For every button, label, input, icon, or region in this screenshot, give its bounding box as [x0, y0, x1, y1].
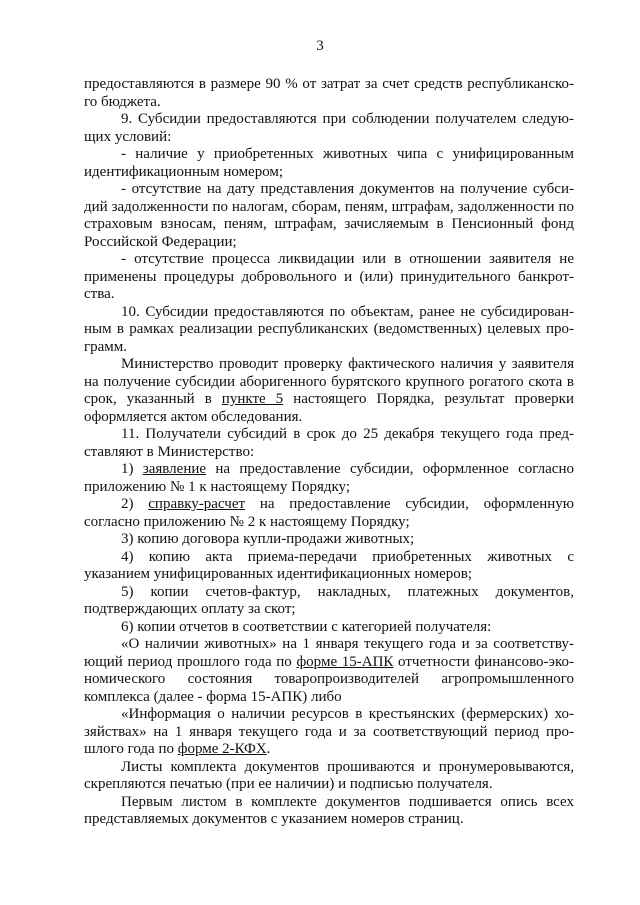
paragraph: [84, 706, 574, 759]
paragraph: - отсутствие на дату представления документов на получение субси-дий задолженности по налогам, сборам, пеням, штрафам, задолженности по страховым взносам, пеням, штрафам, зачисляемым в Пенсионный фонд Российской Федерации;: [84, 181, 574, 250]
paragraph-text: 1): [121, 461, 143, 477]
paragraph-text: .: [266, 741, 271, 757]
paragraph-text: на предоставление субсидии, оформленную согласно приложению № 2 к настоящему Порядку;: [84, 496, 574, 530]
page-number: 3: [316, 38, 324, 54]
paragraph: 5) копии счетов-фактур, накладных, платежных документов, подтверждающих оплату за скот;: [84, 583, 574, 617]
paragraph: 6) копии отчетов в соответствии с категорией получателя:: [121, 618, 492, 635]
paragraph: 4) копию акта приема-передачи приобретенных животных с указанием унифицированных идентификационных номеров;: [84, 548, 574, 582]
paragraph-text: «О наличии животных» на 1 января текущего года и за соответству-ющий период прошлого года по: [84, 636, 574, 670]
paragraph: [84, 496, 574, 531]
paragraph: - отсутствие процесса ликвидации или в отношении заявителя не применены процедуры добровольного и (или) принудительного банкрот-ства.: [84, 251, 574, 302]
paragraph: [84, 356, 574, 426]
document-link[interactable]: справку-расчет: [148, 496, 246, 512]
paragraph: - наличие у приобретенных животных чипа с унифицированным идентификационным номером;: [84, 146, 574, 180]
paragraph: 3) копию договора купли-продажи животных;: [121, 531, 415, 547]
document-link[interactable]: пункте 5: [221, 391, 284, 407]
paragraph-text: на предоставление субсидии, оформленное согласно приложению № 1 к настоящему Порядку;: [84, 461, 574, 495]
paragraph: 10. Субсидии предоставляются по объектам, ранее не субсидирован-ным в рамках реализации республиканских (ведомственных) целевых про-грамм.: [84, 303, 574, 355]
document-body: [84, 76, 574, 829]
paragraph-text: Министерство проводит проверку фактического наличия у заявителя на получение субсидии аборигенного бурятского крупного рогатого скота в срок, указанный в: [84, 356, 574, 407]
paragraph-text: 2): [121, 496, 149, 512]
paragraph: 11. Получатели субсидий в срок до 25 декабря текущего года пред-ставляют в Министерство:: [84, 426, 574, 460]
paragraph: Первым листом в комплекте документов подшивается опись всех представляемых документов с указанием номеров страниц.: [84, 793, 574, 827]
document-link[interactable]: форме 15-АПК: [296, 653, 394, 670]
document-link[interactable]: форме 2-КФХ: [177, 741, 267, 757]
paragraph-text: отчетности финансово-эко-номического состояния товаропроизводителей агропромышленного комплекса (далее - форма 15-АПК) либо: [84, 653, 574, 705]
paragraph: Листы комплекта документов прошиваются и пронумеровываются, скрепляются печатью (при ее наличии) и подписью получателя.: [84, 758, 574, 792]
paragraph: [84, 636, 574, 706]
document-link[interactable]: заявление: [142, 461, 207, 477]
paragraph: [84, 461, 574, 496]
paragraph: 9. Субсидии предоставляются при соблюдении получателем следую-щих условий:: [84, 111, 574, 145]
paragraph: предоставляются в размере 90 % от затрат за счет средств республиканско-го бюджета.: [84, 76, 574, 110]
paragraph-text: «Информация о наличии ресурсов в крестьянских (фермерских) хо-зяйствах» на 1 января текущего года и за соответствующий период про-шлого года по: [84, 706, 574, 757]
paragraph-text: настоящего Порядка, результат проверки оформляется актом обследования.: [84, 391, 574, 425]
